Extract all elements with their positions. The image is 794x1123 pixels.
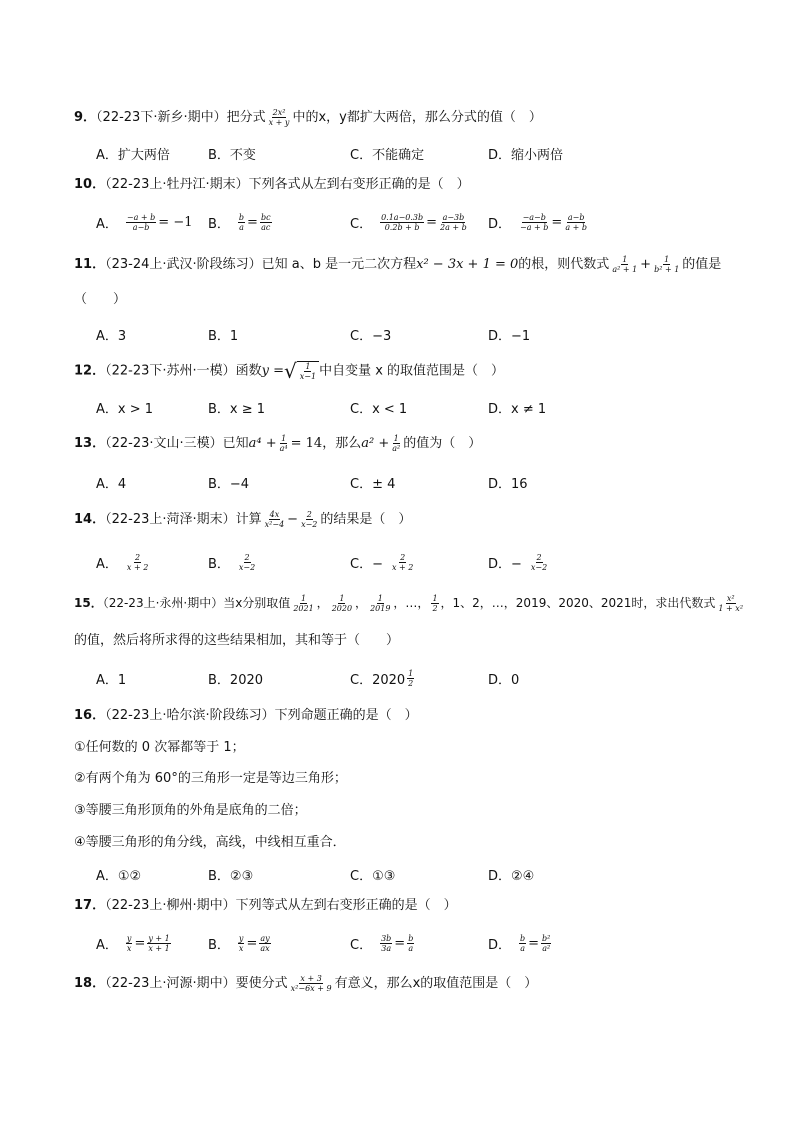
denominator: 2020: [331, 604, 353, 613]
equals-sign: =: [247, 214, 258, 230]
statement-3: ③等腰三角形顶角的外角是底角的二倍；: [74, 803, 307, 818]
fraction: [564, 213, 588, 232]
numerator: 1: [664, 255, 670, 264]
equals-sign: =: [394, 935, 406, 951]
fraction: [299, 362, 317, 381]
question-text: 把分式: [226, 110, 266, 125]
question-11: [74, 255, 734, 274]
question-9: [74, 108, 734, 127]
option-label: C．: [350, 216, 373, 232]
option-b[interactable]: B．不变: [208, 147, 256, 163]
expression: = 14: [290, 436, 323, 451]
question-14: [74, 510, 734, 529]
fraction: [407, 669, 414, 688]
question-11-line2: [74, 291, 734, 309]
denominator: x²−4: [264, 520, 285, 529]
question-text: ，1、2，…，2019、2020、2021时，求出代数式: [440, 596, 716, 610]
denominator: x−2: [301, 520, 318, 529]
fraction: [519, 213, 549, 232]
radicand: [297, 361, 319, 381]
denominator: 1 + x²: [718, 604, 744, 613]
option-d[interactable]: D．缩小两倍: [488, 147, 564, 163]
option-c[interactable]: [350, 931, 416, 955]
option-b[interactable]: [208, 210, 274, 234]
option-label: C．−: [350, 556, 383, 572]
option-d[interactable]: [488, 931, 553, 955]
denominator: a²: [542, 943, 551, 953]
numerator: y: [126, 933, 132, 943]
question-source: （22-23上·河源·期中）: [105, 976, 236, 991]
denominator: x + y: [268, 118, 290, 127]
question-text: 中的x，y都扩大两倍，那么分式的值（ ）: [292, 110, 542, 125]
numerator: 2x²: [272, 108, 286, 117]
numerator: ay: [260, 933, 270, 943]
fraction: [541, 934, 551, 953]
question-text: 的值，然后将所求得的这些结果相加，其和等于（ ）: [74, 633, 400, 648]
question-source: （23-24上·武汉·阶段练习）: [105, 257, 262, 272]
statement-2: ②有两个角为 60°的三角形一定是等边三角形；: [74, 771, 347, 786]
question-source: （22-23·文山·三模）: [105, 436, 223, 451]
question-16: [74, 707, 734, 725]
options-15: [96, 666, 736, 690]
fraction: [126, 553, 149, 572]
numerator: 2: [135, 552, 141, 562]
fraction: [268, 108, 291, 127]
question-number: 15．: [74, 596, 103, 610]
question-text: 的值是: [682, 257, 722, 272]
fraction: [431, 594, 438, 613]
question-source: （22-23上·永州·期中）: [102, 596, 224, 610]
option-label: C．: [350, 937, 373, 953]
numerator: 3b: [381, 933, 392, 943]
denominator: 2019: [370, 604, 391, 613]
option-a[interactable]: [96, 210, 193, 234]
numerator: 1: [622, 255, 628, 264]
numerator: x + 3: [300, 974, 322, 983]
numerator: −a−b: [522, 212, 546, 222]
question-15-line2: [74, 632, 734, 650]
option-label: C．2020: [350, 672, 406, 688]
numerator: −a + b: [126, 212, 156, 222]
option-label: B．: [208, 937, 230, 953]
option-d[interactable]: D．②④: [488, 868, 535, 884]
denominator: 2021: [293, 604, 314, 613]
option-b[interactable]: B．②③: [208, 868, 254, 884]
question-10: [74, 176, 734, 194]
denominator: x: [238, 943, 244, 953]
answer-blank: （ ）: [74, 292, 127, 307]
options-9: [96, 141, 736, 165]
denominator: a: [408, 943, 414, 953]
option-label: A．: [96, 216, 118, 232]
question-text: 下列各式从左到右变形正确的是（ ）: [248, 177, 470, 192]
numerator: 1: [300, 594, 307, 603]
numerator: 1: [339, 594, 345, 603]
denominator: a² + 1: [612, 265, 638, 274]
fraction: [519, 934, 526, 953]
option-c[interactable]: C．①③: [350, 868, 396, 884]
denominator: x + 1: [148, 943, 170, 953]
denominator: x−2: [530, 562, 548, 572]
question-number: 14．: [74, 512, 106, 527]
fraction: [126, 213, 156, 232]
equals-sign: =: [246, 935, 258, 951]
option-label: D．−: [488, 556, 522, 572]
options-12: [96, 395, 736, 419]
denominator: 2: [408, 678, 414, 688]
numerator: 1: [432, 594, 438, 603]
expression: a² +: [361, 436, 390, 451]
option-d[interactable]: [488, 210, 590, 234]
question-source: （22-23上·柳州·期中）: [105, 898, 236, 913]
options-14: [96, 550, 736, 574]
fraction: [717, 594, 744, 613]
option-c[interactable]: [350, 210, 470, 234]
denominator: a: [520, 943, 525, 953]
option-label: A．: [96, 556, 118, 572]
options-17: [96, 931, 736, 955]
denominator: 2a + b: [440, 222, 467, 232]
fraction: [331, 594, 353, 613]
question-text: 下列等式从左到右变形正确的是（ ）: [235, 898, 457, 913]
numerator: 1: [377, 594, 383, 603]
denominator: x + 2: [126, 562, 149, 572]
numerator: 4x: [269, 510, 280, 519]
question-text: 的值为（ ）: [403, 436, 482, 451]
denominator: a: [239, 222, 244, 232]
statement-4: ④等腰三角形的角分线，高线，中线相互重合．: [74, 835, 346, 850]
option-c[interactable]: C．不能确定: [350, 147, 425, 163]
numerator: 1: [281, 434, 287, 443]
question-text: 的结果是（ ）: [320, 512, 412, 527]
option-label: D．: [488, 216, 512, 232]
option-a[interactable]: [96, 550, 151, 574]
question-text: 计算: [235, 512, 262, 527]
question-number: 13．: [74, 436, 106, 451]
option-a[interactable]: [96, 931, 173, 955]
option-b[interactable]: B．−4: [208, 476, 250, 492]
option-label: A．: [96, 937, 118, 953]
question-source: （22-23下·苏州·一模）: [105, 363, 236, 379]
question-text: 有意义，那么x的取值范围是（ ）: [334, 976, 538, 991]
question-number: 17．: [74, 898, 106, 913]
fraction: [238, 934, 245, 953]
denominator: x + 2: [391, 562, 414, 572]
option-b[interactable]: B．2020: [208, 672, 264, 688]
option-d[interactable]: D．0: [488, 672, 520, 688]
option-label: B．: [208, 556, 230, 572]
option-c[interactable]: [350, 666, 416, 690]
option-a[interactable]: A．①②: [96, 868, 142, 884]
question-text: 已知: [222, 436, 249, 451]
numerator: bc: [260, 212, 271, 222]
ellipsis: ，…，: [393, 596, 430, 610]
numerator: 2: [400, 552, 406, 562]
option-b[interactable]: B．1: [208, 328, 239, 344]
numerator: b: [520, 933, 526, 943]
denominator: a + b: [565, 222, 587, 232]
radical-sign: √: [284, 359, 297, 383]
separator: ，: [355, 596, 368, 610]
numerator: y + 1: [148, 933, 170, 943]
option-c[interactable]: C．x < 1: [350, 401, 408, 417]
fraction: [260, 213, 272, 232]
question-number: 16．: [74, 708, 106, 723]
equals-sign: =: [551, 214, 563, 230]
option-d[interactable]: D．x ≠ 1: [488, 401, 547, 417]
denominator: a⁴: [279, 444, 288, 453]
fraction: [292, 594, 314, 613]
fraction: [238, 553, 256, 572]
fraction: [279, 434, 289, 453]
denominator: b² + 1: [654, 265, 680, 274]
option-d[interactable]: D．16: [488, 476, 528, 492]
denominator: ax: [260, 943, 270, 953]
fraction: [380, 934, 392, 953]
denominator: 3a: [381, 943, 392, 953]
fraction: [439, 213, 468, 232]
fraction: [300, 510, 318, 529]
question-number: 12．: [74, 363, 106, 379]
equals-sign: =: [134, 935, 146, 951]
question-text: ，那么: [322, 436, 362, 451]
option-a[interactable]: A．3: [96, 328, 127, 344]
numerator: b²: [542, 933, 551, 943]
statement-1: ①任何数的 0 次幂都等于 1；: [74, 740, 245, 755]
question-13: [74, 434, 734, 453]
question-text: 中自变量 x 的取值范围是（ ）: [319, 363, 505, 379]
equals-sign: =: [528, 935, 540, 951]
denominator: x−2: [238, 562, 256, 572]
question-number: 11．: [74, 257, 106, 272]
options-11: [96, 322, 736, 346]
question-text: 当x分别取值: [223, 596, 291, 610]
fraction: [369, 594, 391, 613]
fraction: [391, 553, 414, 572]
option-c[interactable]: C．−3: [350, 328, 392, 344]
fraction: [530, 553, 548, 572]
numerator: a−3b: [442, 212, 465, 222]
question-source: （22-23上·牡丹江·期末）: [105, 177, 249, 192]
separator: ，: [316, 596, 329, 610]
question-text: 要使分式: [235, 976, 288, 991]
option-d[interactable]: [488, 550, 550, 574]
expression: = −1: [158, 214, 193, 230]
question-text: 函数: [235, 363, 262, 379]
numerator: a−b: [567, 212, 585, 222]
option-d[interactable]: D．−1: [488, 328, 531, 344]
denominator: x²−6x + 9: [290, 984, 332, 993]
numerator: b: [238, 212, 245, 222]
fraction: [391, 434, 401, 453]
fraction: [259, 934, 270, 953]
question-source: （22-23下·新乡·期中）: [96, 110, 227, 125]
option-a[interactable]: A．扩大两倍: [96, 147, 170, 163]
expression: a⁴ +: [248, 436, 277, 451]
numerator: y: [238, 933, 244, 943]
denominator: x−1: [299, 372, 317, 381]
numerator: x²: [726, 594, 735, 603]
denominator: 0.2b + b: [384, 222, 420, 232]
question-number: 10．: [74, 177, 106, 192]
denominator: 2: [432, 604, 438, 613]
numerator: 1: [408, 668, 414, 678]
question-text: 已知 a、b 是一元二次方程: [261, 257, 417, 272]
numerator: 2: [244, 552, 250, 562]
fraction: [407, 934, 414, 953]
numerator: 2: [536, 552, 542, 562]
option-b[interactable]: [208, 550, 258, 574]
fraction: [611, 255, 638, 274]
question-17: [74, 897, 734, 915]
option-b[interactable]: B．x ≥ 1: [208, 401, 266, 417]
option-c[interactable]: [350, 550, 416, 574]
numerator: b: [408, 933, 414, 943]
option-a[interactable]: A．4: [96, 476, 127, 492]
question-source: （22-23上·哈尔滨·阶段练习）: [105, 708, 275, 723]
square-root: [284, 361, 319, 381]
fraction: [264, 510, 286, 529]
fraction: [126, 934, 133, 953]
denominator: a−b: [132, 222, 150, 232]
denominator: −a + b: [520, 222, 549, 232]
equals-sign: =: [426, 214, 438, 230]
question-source: （22-23上·菏泽·期末）: [105, 512, 236, 527]
fraction: [290, 974, 333, 993]
fraction: [147, 934, 170, 953]
options-13: [96, 470, 736, 494]
plus-sign: +: [640, 257, 652, 272]
question-15: [74, 594, 744, 613]
fraction: [380, 213, 424, 232]
denominator: ac: [261, 222, 271, 232]
numerator: 1: [305, 362, 311, 371]
expression: y =: [261, 363, 285, 379]
option-label: B．: [208, 216, 230, 232]
question-text: 的根，则代数式: [518, 257, 610, 272]
options-10: [96, 210, 736, 234]
denominator: x: [126, 943, 132, 953]
option-a[interactable]: A．x > 1: [96, 401, 154, 417]
options-16: [96, 862, 736, 886]
question-12: [74, 361, 734, 381]
numerator: 0.1a−0.3b: [381, 212, 424, 222]
equation: x² − 3x + 1 = 0: [416, 257, 519, 272]
numerator: 2: [306, 510, 312, 519]
denominator: a²: [392, 444, 401, 453]
option-label: D．: [488, 937, 512, 953]
fraction: [238, 213, 245, 232]
minus-sign: −: [287, 512, 299, 527]
fraction: [653, 255, 680, 274]
question-number: 18．: [74, 976, 106, 991]
question-text: 下列命题正确的是（ ）: [274, 708, 418, 723]
question-18: [74, 974, 734, 993]
option-b[interactable]: [208, 931, 273, 955]
numerator: 1: [393, 434, 399, 443]
option-c[interactable]: C．± 4: [350, 476, 396, 492]
question-number: 9．: [74, 110, 97, 125]
option-a[interactable]: A．1: [96, 672, 127, 688]
